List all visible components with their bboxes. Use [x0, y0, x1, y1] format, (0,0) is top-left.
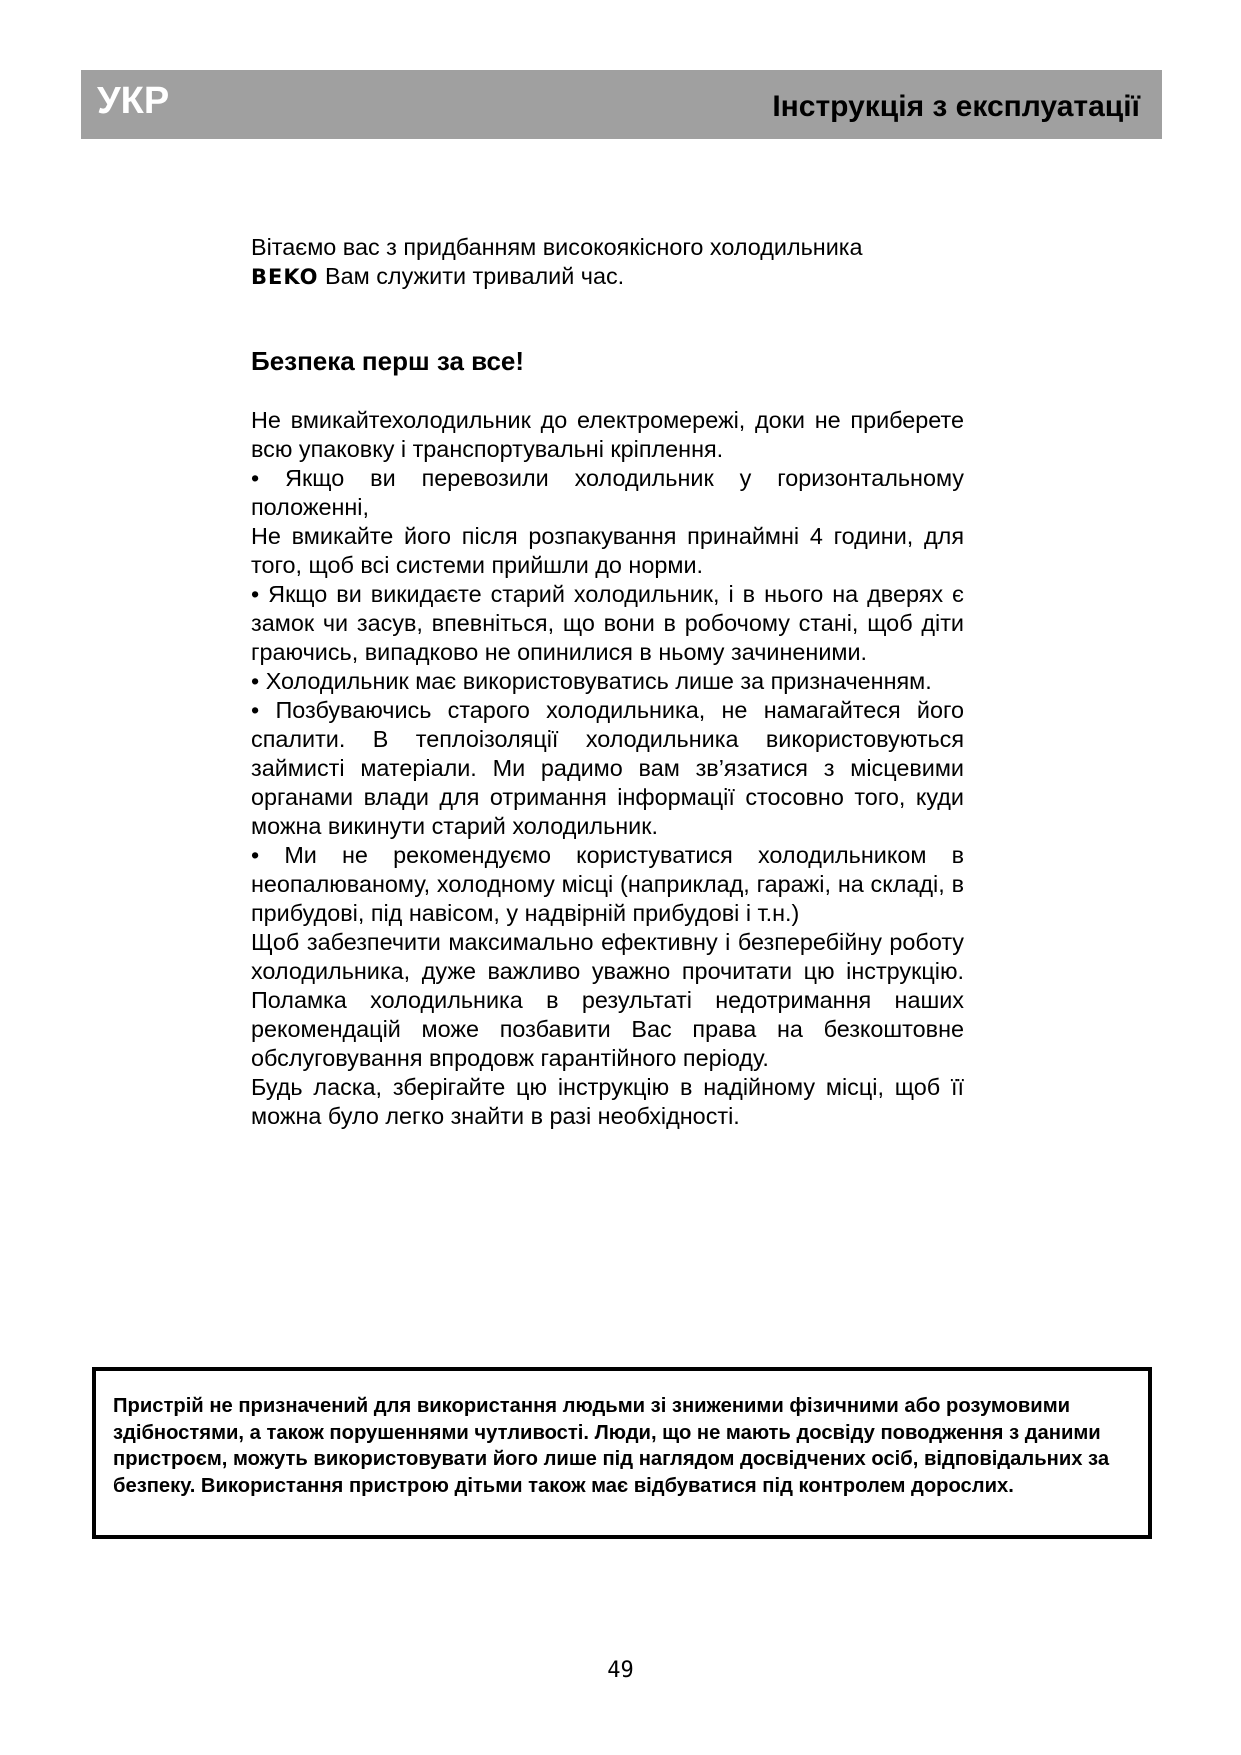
safety-paragraph: Щоб забезпечити максимально ефективну і безперебійну роботу холодильника, дуже важливо уважно прочитати цю інструкцію. Поламка холодильника в результаті недотримання наших рекомендацій може позбавити Вас права на безкоштовне обслуговування впродовж гарантійного періоду.	[251, 929, 964, 1071]
intro-paragraph	[251, 233, 964, 292]
page-header	[81, 70, 1162, 139]
language-label: УКР	[97, 80, 170, 122]
safety-paragraph: • Ми не рекомендуємо користуватися холодильником в неопалюваному, холодному місці (наприклад, гаражі, на складі, в прибудові, під навісом, у надвірній прибудові і т.н.)	[251, 842, 964, 926]
document-title: Інструкція з експлуатації	[772, 90, 1140, 123]
page-number: 49	[607, 1658, 634, 1683]
section-heading: Безпека перш за все!	[251, 346, 525, 376]
main-content	[251, 233, 964, 1131]
safety-paragraph: • Якщо ви викидаєте старий холодильник, і в нього на дверях є замок чи засув, впевніться, що вони в робочому стані, щоб діти граючись, випадково не опинилися в ньому зачиненими.	[251, 581, 964, 665]
brand-name: BEKO	[251, 265, 319, 289]
safety-paragraph: Не вмикайтехолодильник до електромережі, доки не приберете всю упаковку і транспортувальні кріплення.	[251, 407, 964, 462]
intro-line-1: Вітаємо вас з придбанням високоякісного холодильника	[251, 234, 863, 260]
safety-paragraph: • Холодильник має використовуватись лише за призначенням.	[251, 668, 932, 694]
safety-paragraph: Не вмикайте його після розпакування принаймні 4 години, для того, щоб всі системи прийшли до норми.	[251, 523, 964, 578]
warning-text: Пристрій не призначений для використання людьми зі зниженими фізичними або розумовими здібностями, а також порушеннями чутливості. Люди, що не мають досвіду поводження з даними пристроєм, можуть використовувати його лише під наглядом досвідчених осіб, відповідальних за безпеку. Використання пристрою дітьми також має відбуватися під контролем дорослих.	[113, 1395, 1110, 1497]
warning-box	[92, 1367, 1152, 1539]
intro-line-2: Вам служити тривалий час.	[318, 263, 625, 289]
safety-paragraph: • Якщо ви перевозили холодильник у горизонтальному положенні,	[251, 465, 964, 520]
safety-paragraph: • Позбуваючись старого холодильника, не намагайтеся його спалити. В теплоізоляції холодильника використовуються займисті матеріали. Ми радимо вам зв’язатися з місцевими органами влади для отримання інформації стосовно того, куди можна викинути старий холодильник.	[251, 697, 964, 839]
safety-paragraph: Будь ласка, зберігайте цю інструкцію в надійному місці, щоб її можна було легко знайти в разі необхідності.	[251, 1074, 964, 1129]
